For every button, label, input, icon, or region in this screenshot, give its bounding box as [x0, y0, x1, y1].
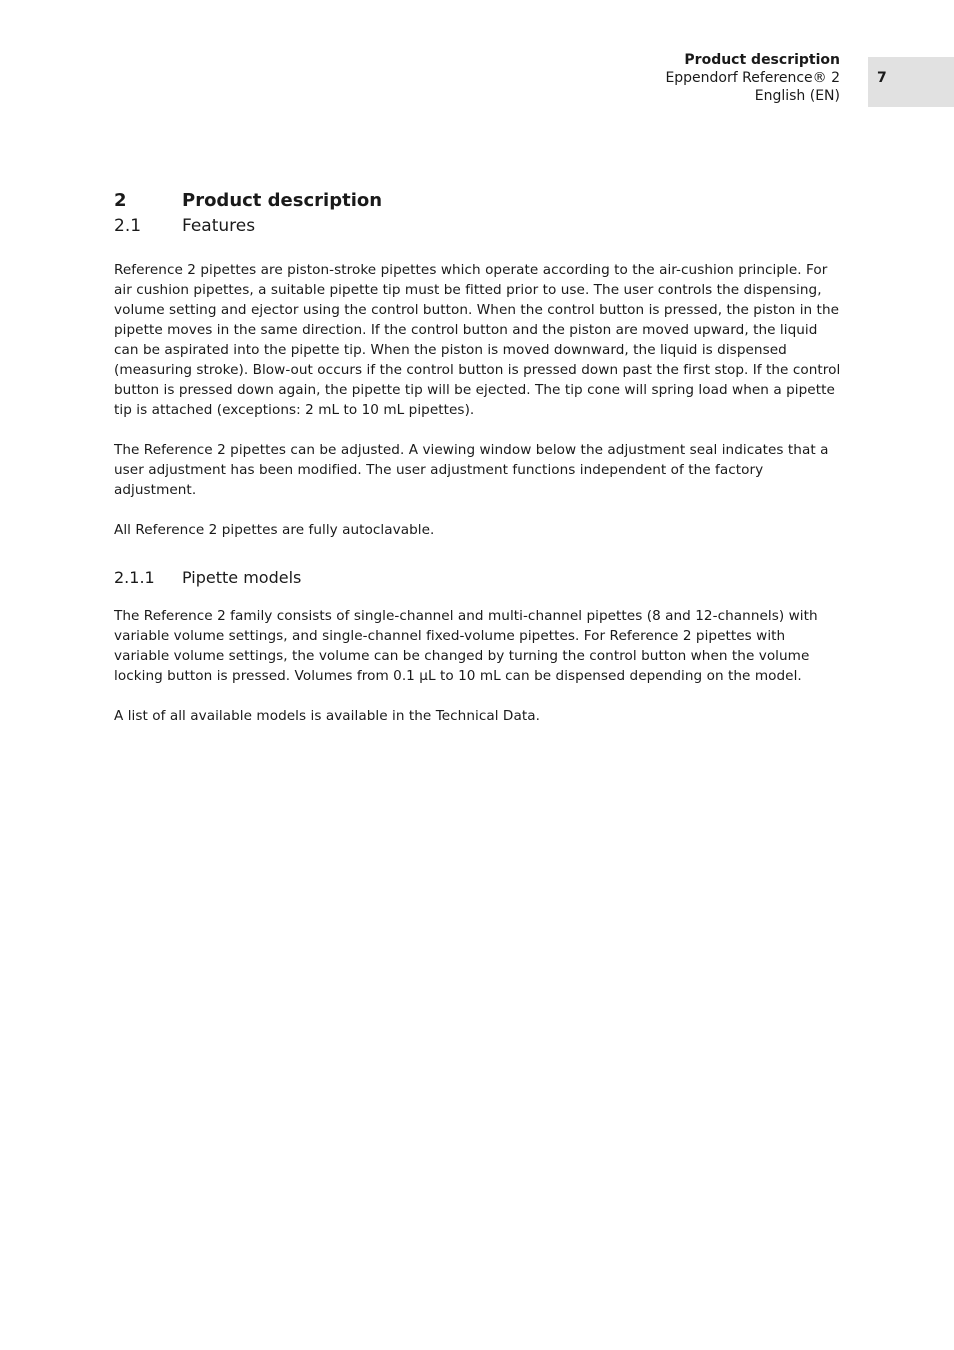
subsubsection-heading [114, 566, 842, 590]
main-content [114, 188, 842, 726]
subsection-number: 2.1 [114, 216, 142, 236]
subsubsection-title: Pipette models [182, 568, 302, 587]
features-paragraph-1: Reference 2 pipettes are piston-stroke pipettes which operate according to the air-cushion principle. For air cushion pipettes, a suitable pipette tip must be fitted prior to use. The user controls the dispensing, volume setting and ejector using the control button. When the control button is pressed, the piston in the pipette moves in the same direction. If the control button and the piston are moved upward, the liquid can be aspirated into the pipette tip. When the piston is moved downward, the liquid is dispensed (measuring stroke). Blow-out occurs if the control button is pressed down past the first stop. If the control button is pressed down again, the pipette tip will be ejected. The tip cone will spring load when a pipette tip is attached (exceptions: 2 mL to 10 mL pipettes). [114, 262, 841, 418]
features-paragraph-3: All Reference 2 pipettes are fully autoclavable. [114, 522, 435, 538]
subsection-heading [114, 214, 842, 238]
running-header [665, 51, 840, 105]
models-paragraph-1: The Reference 2 family consists of single-channel and multi-channel pipettes (8 and 12-channels) with variable volume settings, and single-channel fixed-volume pipettes. For Reference 2 pipettes with variable volume settings, the volume can be changed by turning the control button when the volume locking button is pressed. Volumes from 0.1 µL to 10 mL can be dispensed depending on the model. [114, 608, 818, 684]
page-number: 7 [877, 70, 887, 86]
section-number: 2 [114, 190, 127, 211]
section-heading [114, 188, 842, 214]
header-section-title: Product description [684, 52, 840, 68]
features-paragraph-2: The Reference 2 pipettes can be adjusted. A viewing window below the adjustment seal indicates that a user adjustment has been modified. The user adjustment functions independent of the factory adjustment. [114, 442, 829, 498]
page-number-tab [868, 57, 954, 107]
models-paragraph-2: A list of all available models is available in the Technical Data. [114, 708, 540, 724]
header-product-name: Eppendorf Reference® 2 [665, 70, 840, 86]
subsubsection-number: 2.1.1 [114, 568, 155, 587]
header-language: English (EN) [754, 88, 840, 104]
section-title: Product description [182, 190, 383, 211]
subsection-title: Features [182, 216, 256, 236]
